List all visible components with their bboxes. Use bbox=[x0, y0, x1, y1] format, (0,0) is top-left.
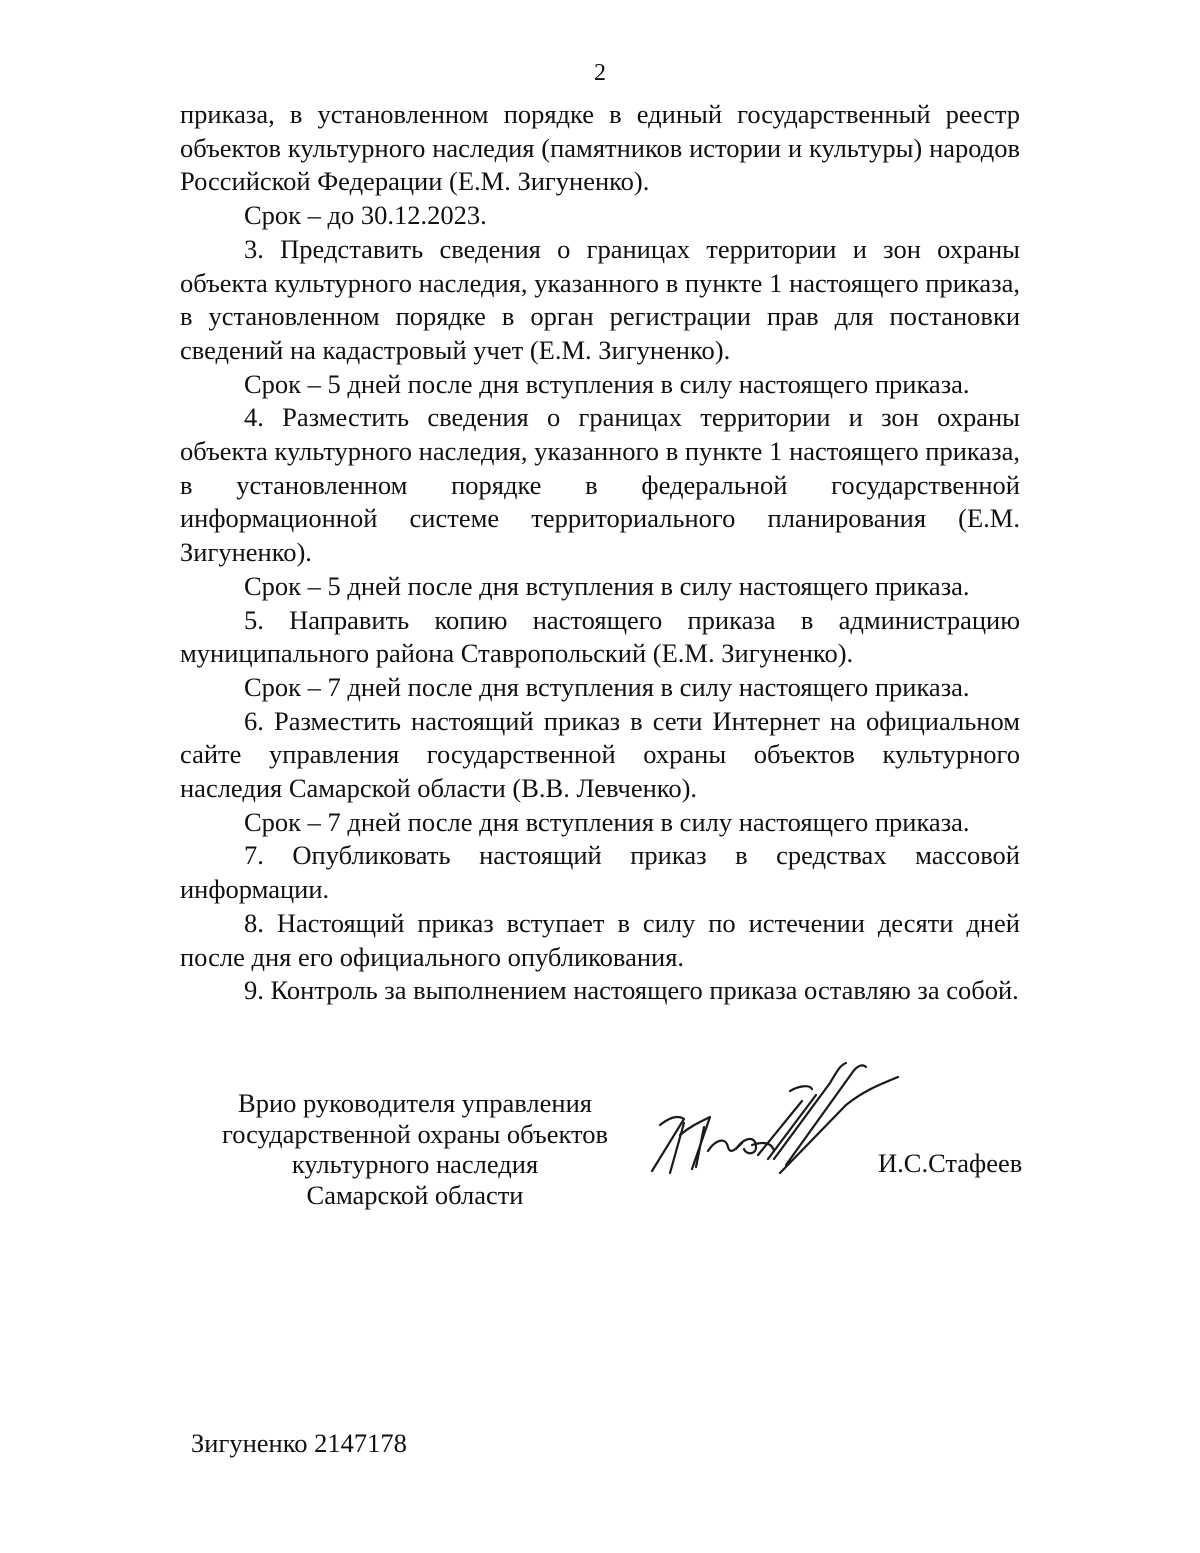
paragraph-item-4: 4. Разместить сведения о границах территории и зон охраны объекта культурного наследия, указанного в пункте 1 настоящего приказа, в установленном порядке в федеральной государственной информационной системе территориального планирования (Е.М. Зигуненко). bbox=[180, 402, 1020, 568]
paragraph-item-5: 5. Направить копию настоящего приказа в администрацию муниципального района Ставропольский (Е.М. Зигуненко). bbox=[180, 604, 1020, 669]
executor-info: Зигуненко 2147178 bbox=[191, 1428, 407, 1458]
paragraph-deadline-3: Срок – 5 дней после дня вступления в силу настоящего приказа. bbox=[244, 368, 970, 399]
paragraph-item-3: 3. Представить сведения о границах территории и зон охраны объекта культурного наследия, указанного в пункте 1 настоящего приказа, в установленном порядке в орган регистрации прав для постановки сведений на кадастровый учет (Е.М. Зигуненко). bbox=[180, 233, 1020, 365]
paragraph-item-6: 6. Разместить настоящий приказ в сети Интернет на официальном сайте управления государственной охраны объектов культурного наследия Самарской области (В.В. Левченко). bbox=[180, 705, 1020, 804]
signatory-position bbox=[200, 1088, 630, 1210]
paragraph-deadline-2: Срок – до 30.12.2023. bbox=[244, 200, 487, 231]
page-number: 2 bbox=[594, 60, 606, 86]
handwritten-signature-icon bbox=[640, 1055, 910, 1190]
document-body bbox=[180, 98, 1020, 1008]
paragraph-item-9: 9. Контроль за выполнением настоящего приказа оставляю за собой. bbox=[244, 975, 1019, 1006]
paragraph-deadline-6: Срок – 7 дней после дня вступления в силу настоящего приказа. bbox=[244, 806, 970, 837]
paragraph-item-8: 8. Настоящий приказ вступает в силу по истечении десяти дней после дня его официального опубликования. bbox=[180, 907, 1020, 972]
paragraph-deadline-4: Срок – 5 дней после дня вступления в силу настоящего приказа. bbox=[244, 570, 970, 601]
paragraph-item-7: 7. Опубликовать настоящий приказ в средствах массовой информации. bbox=[180, 840, 1020, 905]
paragraph-continuation: приказа, в установленном порядке в единый государственный реестр объектов культурного наследия (памятников истории и культуры) народов Российской Федерации (Е.М. Зигуненко). bbox=[180, 99, 1020, 197]
position-line: Врио руководителя управления bbox=[238, 1088, 592, 1118]
position-line: культурного наследия bbox=[291, 1149, 539, 1179]
position-line: Самарской области bbox=[306, 1179, 524, 1210]
position-line: государственной охраны объектов bbox=[221, 1118, 608, 1149]
signer-name: И.С.Стафеев bbox=[878, 1148, 1023, 1178]
paragraph-deadline-5: Срок – 7 дней после дня вступления в силу настоящего приказа. bbox=[244, 671, 970, 702]
